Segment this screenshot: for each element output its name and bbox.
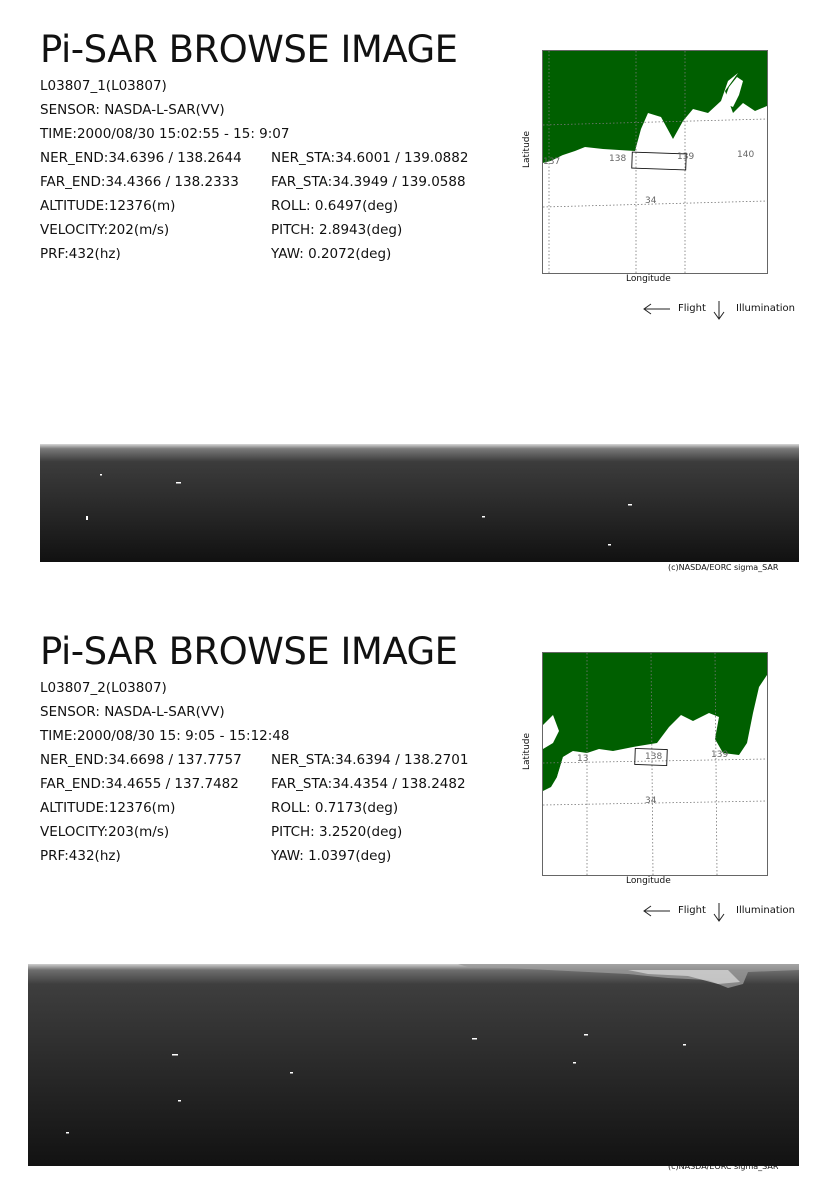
yaw: YAW: 0.2072(deg) [271,246,392,262]
flight-label: Flight [678,303,706,314]
lon-tick: 139 [677,152,695,162]
far-sta: FAR_STA:34.4354 / 138.2482 [271,776,466,792]
location-map [542,50,768,274]
far-end: FAR_END:34.4655 / 137.7482 [40,776,239,792]
prf: PRF:432(hz) [40,246,121,262]
page-title: Pi-SAR BROWSE IMAGE [40,630,458,673]
ner-end: NER_END:34.6396 / 138.2644 [40,150,242,166]
location-map [542,652,768,876]
copyright-text: (c)NASDA/EORC sigma_SAR [668,1162,779,1171]
arrow-down-icon [712,902,726,922]
prf: PRF:432(hz) [40,848,121,864]
roll: ROLL: 0.6497(deg) [271,198,399,214]
copyright-text: (c)NASDA/EORC sigma_SAR [668,563,779,572]
lon-tick: 140 [737,150,755,160]
browse-panel-1 [0,0,822,595]
yaw: YAW: 1.0397(deg) [271,848,392,864]
ner-sta: NER_STA:34.6001 / 139.0882 [271,150,469,166]
page-title: Pi-SAR BROWSE IMAGE [40,28,458,71]
latitude-axis-label: Latitude [522,732,532,770]
longitude-axis-label: Longitude [626,274,671,284]
lon-tick: 139 [711,750,729,760]
far-end: FAR_END:34.4366 / 138.2333 [40,174,239,190]
illumination-label: Illumination [736,303,795,314]
illumination-label: Illumination [736,905,795,916]
altitude: ALTITUDE:12376(m) [40,800,176,816]
arrow-down-icon [712,300,726,320]
location-map-graphic [543,51,767,273]
pitch: PITCH: 3.2520(deg) [271,824,403,840]
altitude: ALTITUDE:12376(m) [40,198,176,214]
far-sta: FAR_STA:34.3949 / 139.0588 [271,174,466,190]
time-info: TIME:2000/08/30 15:02:55 - 15: 9:07 [40,126,290,142]
sar-image-strip [28,964,799,1166]
arrow-left-icon [642,905,672,917]
arrow-left-icon [642,303,672,315]
scene-id: L03807_2(L03807) [40,680,167,696]
lat-tick: 34 [645,196,657,206]
ner-end: NER_END:34.6698 / 137.7757 [40,752,242,768]
sar-image-strip [40,444,799,562]
flight-label: Flight [678,905,706,916]
lon-tick: 138 [645,752,663,762]
browse-panel-2 [0,602,822,1197]
pitch: PITCH: 2.8943(deg) [271,222,403,238]
lat-tick: 34 [645,796,657,806]
sensor-info: SENSOR: NASDA-L-SAR(VV) [40,704,225,720]
scene-id: L03807_1(L03807) [40,78,167,94]
location-map-graphic [543,653,767,875]
sar-image-graphic [40,444,799,562]
longitude-axis-label: Longitude [626,876,671,886]
roll: ROLL: 0.7173(deg) [271,800,399,816]
lon-tick: 138 [609,154,627,164]
land-area [543,51,767,163]
ner-sta: NER_STA:34.6394 / 138.2701 [271,752,469,768]
lon-tick: 137 [543,157,561,167]
velocity: VELOCITY:202(m/s) [40,222,170,238]
time-info: TIME:2000/08/30 15: 9:05 - 15:12:48 [40,728,290,744]
velocity: VELOCITY:203(m/s) [40,824,170,840]
sensor-info: SENSOR: NASDA-L-SAR(VV) [40,102,225,118]
latitude-axis-label: Latitude [522,130,532,168]
sar-image-graphic [28,964,799,1166]
land-area [543,653,767,791]
lon-tick: 13 [577,754,589,764]
